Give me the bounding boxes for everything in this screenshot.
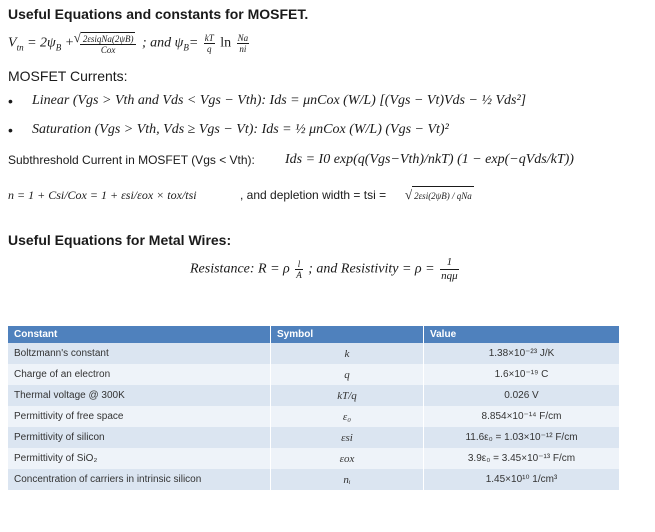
bullet-icon: •	[8, 122, 13, 138]
value-cell: 1.45×10¹⁰ 1/cm³	[424, 469, 620, 490]
symbol-cell: ε₀	[271, 406, 424, 427]
metal-wires-heading: Useful Equations for Metal Wires:	[8, 232, 232, 248]
constant-cell: Permittivity of silicon	[8, 427, 271, 448]
table-row	[8, 469, 620, 490]
threshold-voltage-equation: $V_{tn} = 2\psi_B$ + √ $\frac{\text{2εsiqNa(2ψB)}}{\text{Cox}}$ ; and $\psi_B=$ $\frac{kT}{q}$ ln $\frac{Na}{ni}$	[8, 32, 251, 55]
mosfet-heading: Useful Equations and constants for MOSFET.	[8, 6, 309, 22]
symbol-cell: kT/q	[271, 385, 424, 406]
value-cell: 1.6×10⁻¹⁹ C	[424, 364, 620, 385]
table-row	[8, 364, 620, 385]
constants-table	[8, 326, 620, 490]
value-cell: 11.6ε₀ = 1.03×10⁻¹² F/cm	[424, 427, 620, 448]
constant-cell: Thermal voltage @ 300K	[8, 385, 271, 406]
mosfet-currents-label: MOSFET Currents:	[8, 68, 128, 84]
table-row	[8, 343, 620, 364]
subthreshold-equation: Ids = I0 exp(q(Vgs−Vth)/nkT) (1 − exp(−qVds/kT))	[285, 152, 574, 167]
header-symbol: Symbol	[271, 326, 424, 343]
table-row	[8, 448, 620, 469]
symbol-cell: εox	[271, 448, 424, 469]
header-value: Value	[424, 326, 620, 343]
linear-current-equation: Linear (Vgs > Vth and Vds < Vgs − Vth): Ids = μnCox (W/L) [(Vgs − Vt)Vds − ½ Vds²]	[32, 93, 527, 108]
value-cell: 3.9ε₀ = 3.45×10⁻¹³ F/cm	[424, 448, 620, 469]
value-cell: 1.38×10⁻²³ J/K	[424, 343, 620, 364]
header-constant: Constant	[8, 326, 271, 343]
value-cell: 0.026 V	[424, 385, 620, 406]
depletion-width-label: , and depletion width = tsi =	[240, 188, 387, 202]
table-row	[8, 406, 620, 427]
symbol-cell: εsi	[271, 427, 424, 448]
table-header-row	[8, 326, 620, 343]
depletion-width-sqrt: √ 2εsi(2ψB) / qNa	[412, 186, 474, 203]
n-factor-equation: n = 1 + Csi/Cox = 1 + εsi/εox × tox/tsi	[8, 188, 197, 202]
saturation-current-equation: Saturation (Vgs > Vth, Vds ≥ Vgs − Vt): Ids = ½ μnCox (W/L) (Vgs − Vt)²	[32, 122, 449, 137]
resistance-equation: Resistance: R = ρ $\frac{l}{A}$ ; and Resistivity = ρ = $\frac{1}{\text{nqμ}}$	[190, 256, 458, 282]
constant-cell: Permittivity of SiO₂	[8, 448, 271, 469]
symbol-cell: k	[271, 343, 424, 364]
constant-cell: Concentration of carriers in intrinsic silicon	[8, 469, 271, 490]
table-row	[8, 427, 620, 448]
bullet-icon: •	[8, 93, 13, 109]
constant-cell: Charge of an electron	[8, 364, 271, 385]
subthreshold-label: Subthreshold Current in MOSFET (Vgs < Vth):	[8, 153, 255, 167]
value-cell: 8.854×10⁻¹⁴ F/cm	[424, 406, 620, 427]
table-row	[8, 385, 620, 406]
symbol-cell: nᵢ	[271, 469, 424, 490]
constant-cell: Permittivity of free space	[8, 406, 271, 427]
constant-cell: Boltzmann's constant	[8, 343, 271, 364]
symbol-cell: q	[271, 364, 424, 385]
